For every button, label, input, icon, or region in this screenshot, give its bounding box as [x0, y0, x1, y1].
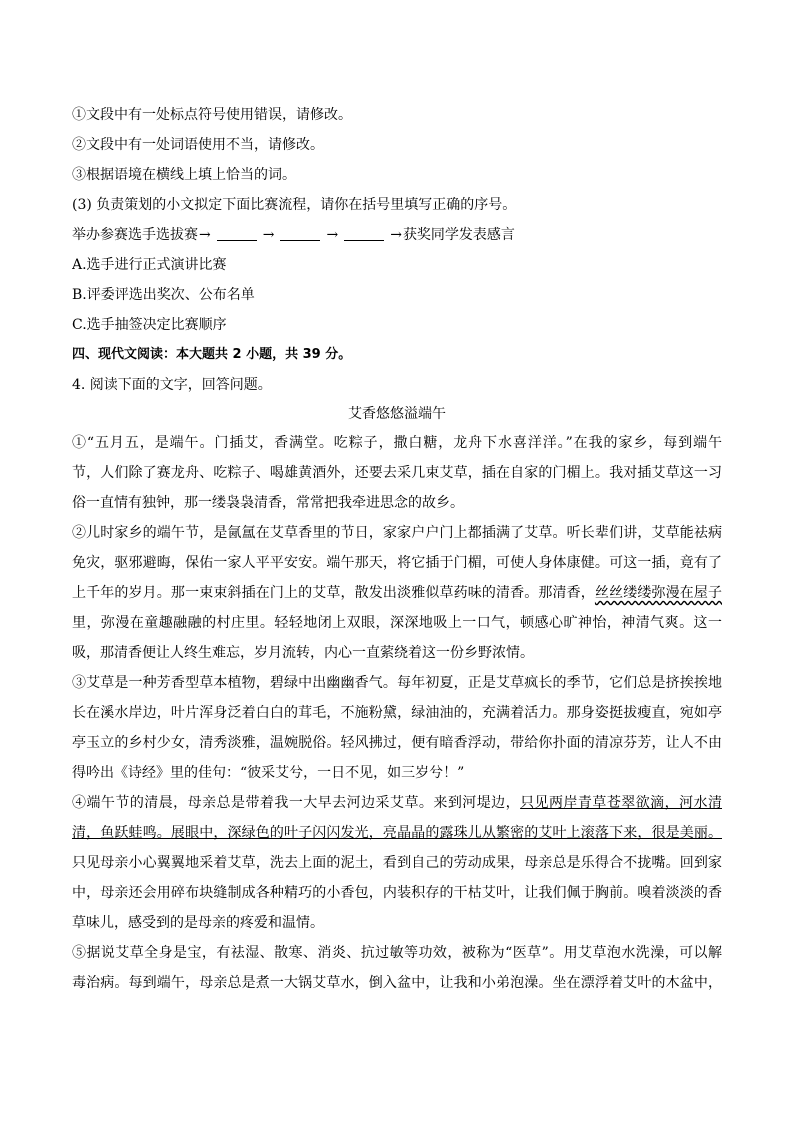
paragraph-line — [72, 818, 722, 848]
question-4: (3) 负责策划的小文拟定下面比赛流程，请你在括号里填写正确的序号。 — [72, 197, 517, 213]
line-text: ④端午节的清晨，母亲总是带着我一大早去河边采艾草。来到河堤边， — [72, 795, 521, 811]
flow-start: 举办参赛选手选拔赛 — [72, 227, 198, 243]
reading-prompt: 4. 阅读下面的文字，回答问题。 — [72, 377, 272, 393]
flow-blank-3[interactable] — [344, 226, 384, 241]
paragraph-line: 毒治病。每到端午，母亲总是煮一大锅艾草水，倒入盆中，让我和小弟泡澡。坐在漂浮着艾叶的木盆中， — [72, 975, 722, 991]
flow-arrow-4: → — [390, 227, 402, 243]
paragraph-line: 免灾，驱邪避晦，保佑一家人平平安安。端午那天，将它插于门楣，可使人身体康健。可这一插，竟有了 — [72, 555, 722, 571]
line-text: 上千年的岁月。那一束束斜插在门上的艾草，散发出淡雅似草药味的清香。那清香， — [72, 585, 595, 601]
document-page — [72, 100, 722, 998]
paragraph-line — [72, 788, 722, 818]
underlined-text: 清，鱼跃蛙鸣。展眼中，深绿色的叶子闪闪发光，亮晶晶的露珠儿从繁密的艾叶上滚落下来，很是美丽。 — [72, 825, 722, 841]
flow-arrow-3: → — [326, 227, 339, 243]
option-b: B.评委评选出奖次、公布名单 — [72, 287, 255, 303]
flow-arrow-2: → — [262, 227, 275, 243]
paragraph-line: 吸，那清香便让人终生难忘，岁月流转，内心一直萦绕着这一份乡野浓情。 — [72, 645, 534, 661]
flow-blank-1[interactable] — [217, 226, 257, 241]
flow-sequence — [72, 220, 722, 250]
flow-blank-2[interactable] — [280, 226, 320, 241]
paragraph-line: 草味儿，感受到的是母亲的疼爱和温情。 — [72, 915, 324, 931]
paragraph-line: 俗一直情有独钟，那一缕袅袅清香，常常把我牵进思念的故乡。 — [72, 495, 464, 511]
paragraph-line: ③艾草是一种芳香型草本植物，碧绿中出幽幽香气。每年初夏，正是艾草疯长的季节，它们总是挤挨挨地 — [72, 675, 722, 691]
paragraph-line: 里，弥漫在童趣融融的村庄里。轻轻地闭上双眼，深深地吸上一口气，顿感心旷神怡，神清气爽。这一 — [72, 615, 722, 631]
article-paragraph-1 — [72, 428, 722, 518]
wavy-underlined-text: 丝丝缕缕弥漫在屋子 — [594, 585, 722, 601]
article-title: 艾香悠悠溢端午 — [348, 406, 446, 422]
article-paragraph-4 — [72, 788, 722, 938]
section-heading: 四、现代文阅读：本大题共 2 小题，共 39 分。 — [72, 347, 352, 362]
flow-end: 获奖同学发表感言 — [402, 227, 515, 243]
paragraph-line: 中，母亲还会用碎布块缝制成各种精巧的小香包，内装积存的干枯艾叶，让我们佩于胸前。嗅着淡淡的香 — [72, 885, 722, 901]
paragraph-line: ②儿时家乡的端午节，是氤氲在艾草香里的节日，家家户户门上都插满了艾草。听长辈们讲，艾草能祛病 — [72, 525, 722, 541]
article-paragraph-2 — [72, 518, 722, 668]
question-2: ②文段中有一处词语使用不当，请修改。 — [72, 137, 324, 153]
paragraph-line: 得吟出《诗经》里的佳句：“彼采艾兮，一日不见，如三岁兮！” — [72, 765, 465, 781]
paragraph-line — [72, 578, 722, 608]
paragraph-line: 只见母亲小心翼翼地采着艾草，洗去上面的泥土，看到自己的劳动成果，母亲总是乐得合不拢嘴。回到家 — [72, 855, 722, 871]
paragraph-line: 长在溪水岸边，叶片浑身泛着白白的茸毛，不施粉黛，绿油油的，充满着活力。那身姿挺拔瘦直，宛如亭 — [72, 705, 722, 721]
option-a: A.选手进行正式演讲比赛 — [72, 257, 227, 273]
paragraph-line: ①“五月五，是端午。门插艾，香满堂。吃粽子，撒白糖，龙舟下水喜洋洋。”在我的家乡，每到端午 — [72, 435, 722, 451]
flow-arrow-1: → — [199, 227, 211, 243]
paragraph-line: 节，人们除了赛龙舟、吃粽子、喝雄黄酒外，还要去采几束艾草，插在自家的门楣上。我对插艾草这一习 — [72, 465, 722, 481]
paragraph-line: ⑤据说艾草全身是宝，有祛湿、散寒、消炎、抗过敏等功效，被称为“医草”。用艾草泡水洗澡，可以解 — [72, 945, 722, 961]
article-paragraph-3 — [72, 668, 722, 788]
underlined-text: 只见两岸青草苍翠欲滴，河水清 — [520, 795, 722, 811]
question-3: ③根据语境在横线上填上恰当的词。 — [72, 167, 296, 183]
paragraph-line: 亭玉立的乡村少女，清秀淡雅，温婉脱俗。轻风拂过，便有暗香浮动，带给你扑面的清凉芬芳，让人不由 — [72, 735, 722, 751]
article-paragraph-5 — [72, 938, 722, 998]
option-c: C.选手抽签决定比赛顺序 — [72, 317, 227, 333]
question-1: ①文段中有一处标点符号使用错误，请修改。 — [72, 107, 352, 123]
